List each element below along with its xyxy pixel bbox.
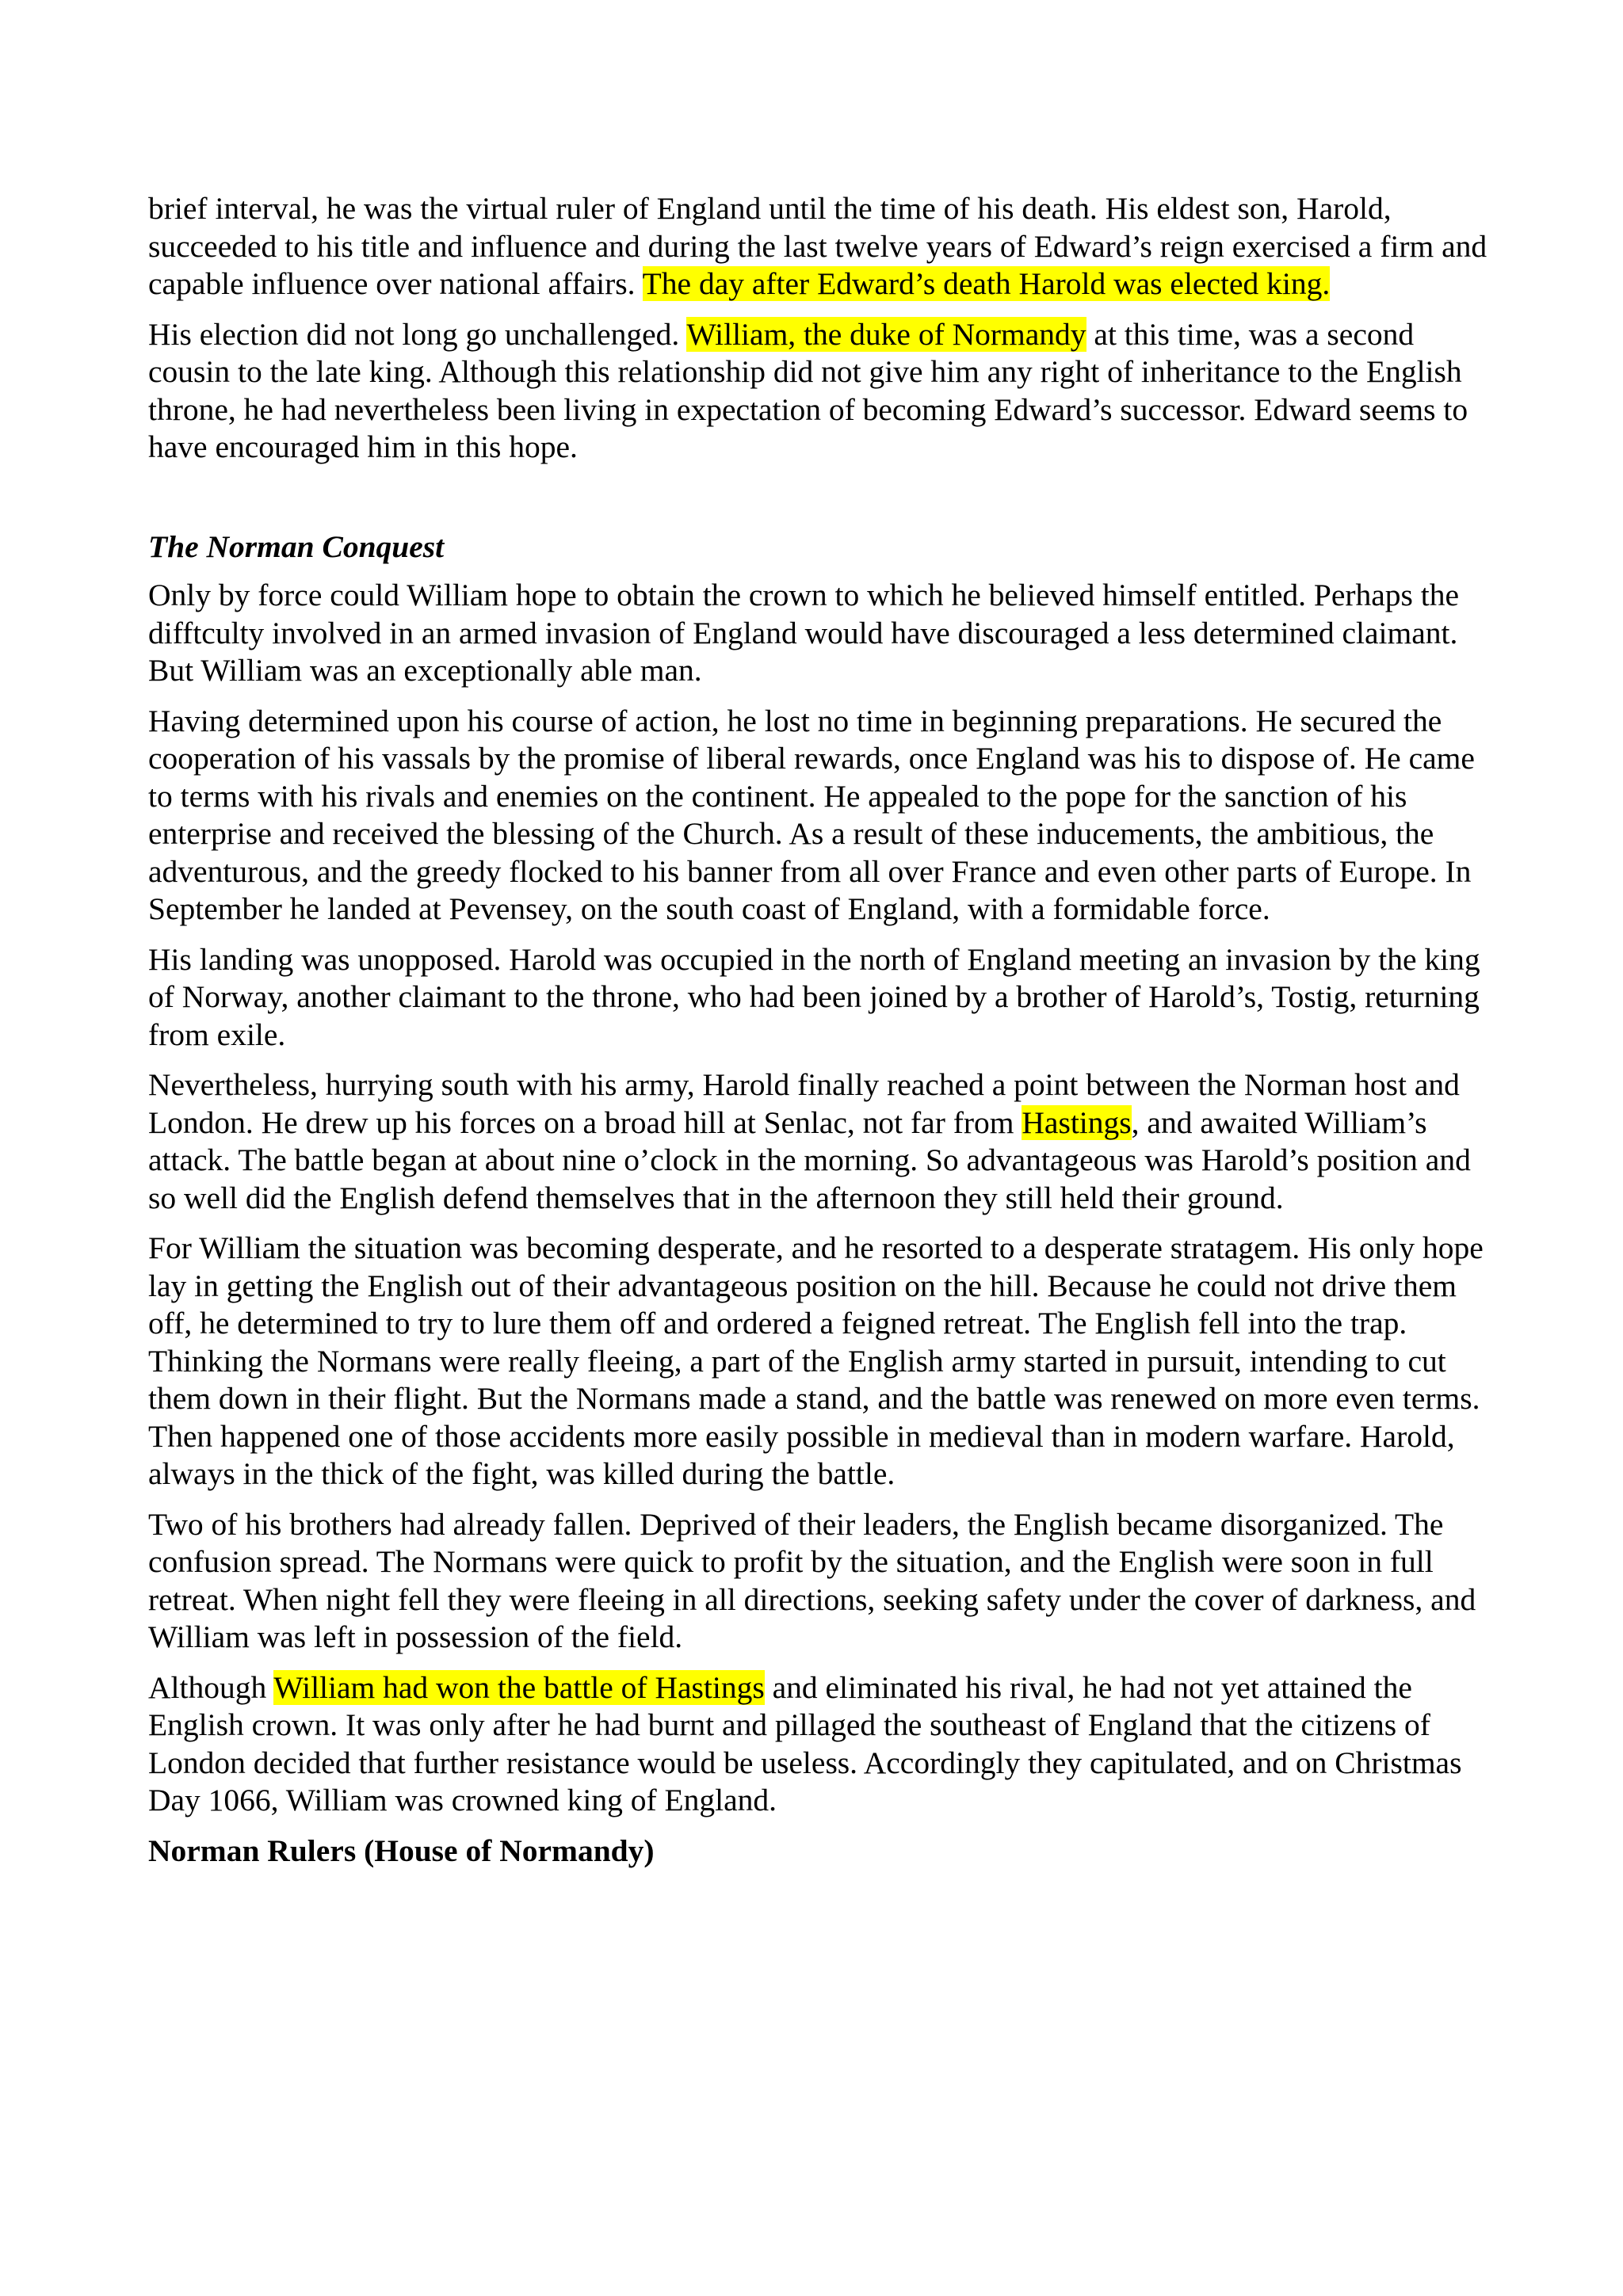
paragraph-election-challenged xyxy=(148,316,1495,467)
paragraph-landing: His landing was unopposed. Harold was occupied in the north of England meeting an invasion by the king of Norway, another claimant to the throne, who had been joined by a brother of Harold’s, Tostig, returning from exile. xyxy=(148,941,1480,1052)
paragraph-text: Although xyxy=(148,1669,274,1705)
document-body xyxy=(148,190,1495,1870)
paragraph-force: Only by force could William hope to obtain the crown to which he believed himself entitled. Perhaps the difftculty involved in an armed invasion of England would have discouraged a less determined claimant. But William was an exceptionally able man. xyxy=(148,578,1460,688)
highlighted-text: The day after Edward’s death Harold was elected king. xyxy=(642,266,1331,301)
paragraph-text: His election did not long go unchallenged. xyxy=(148,316,687,352)
highlighted-text: William had won the battle of Hastings xyxy=(273,1669,765,1705)
paragraph-senlac xyxy=(148,1066,1495,1217)
section-heading-norman-conquest: The Norman Conquest xyxy=(148,528,445,564)
highlighted-text: William, the duke of Normandy xyxy=(686,316,1086,352)
highlighted-text: Hastings xyxy=(1022,1104,1132,1140)
paragraph-text: brief interval, he was the virtual ruler of England until the time of his death. His eldest son, Harold, succeeded to his title and influence and during the last twelve years of Edward’s reign exercised a firm and capable influence over national affairs. xyxy=(148,191,1487,301)
paragraph-text: , and awaited William’s attack. The battle began at about nine o’clock in the morning. So advantageous was Harold’s position and so well did the English defend themselves that in the afternoon they still held their ground. xyxy=(148,1104,1471,1215)
section-heading-norman-rulers: Norman Rulers (House of Normandy) xyxy=(148,1833,655,1868)
paragraph-harold-succession xyxy=(148,190,1495,303)
paragraph-retreat: Two of his brothers had already fallen. Deprived of their leaders, the English became disorganized. The confusion spread. The Normans were quick to profit by the situation, and the English were soon in full retreat. When night fell they were fleeing in all directions, seeking safety under the cover of darkness, and William was left in possession of the field. xyxy=(148,1506,1476,1654)
paragraph-stratagem: For William the situation was becoming desperate, and he resorted to a desperate stratagem. His only hope lay in getting the English out of their advantageous position on the hill. Because he could not drive them off, he determined to try to lure them off and ordered a feigned retreat. The English fell into the trap. Thinking the Normans were really fleeing, a part of the English army started in pursuit, intending to cut them down in their flight. But the Normans made a stand, and the battle was renewed on more even terms. Then happened one of those accidents more easily possible in medieval than in modern warfare. Harold, always in the thick of the fight, was killed during the battle. xyxy=(148,1230,1484,1491)
paragraph-preparations: Having determined upon his course of action, he lost no time in beginning preparations. He secured the cooperation of his vassals by the promise of liberal rewards, once England was his to dispose of. He came to terms with his rivals and enemies on the continent. He appealed to the pope for the sanction of his enterprise and received the blessing of the Church. As a result of these inducements, the ambitious, the adventurous, and the greedy flocked to his banner from all over France and even other parts of Europe. In September he landed at Pevensey, on the south coast of England, with a formidable force. xyxy=(148,703,1475,926)
paragraph-text: at this time, was a second cousin to the late king. Although this relationship did not give him any right of inheritance to the English throne, he had nevertheless been living in expectation of becoming Edward’s successor. Edward seems to have encouraged him in this hope. xyxy=(148,316,1468,464)
paragraph-crowned xyxy=(148,1669,1495,1820)
paragraph-text: Nevertheless, hurrying south with his army, Harold finally reached a point between the Norman host and London. He drew up his forces on a broad hill at Senlac, not far from xyxy=(148,1067,1460,1140)
paragraph-text: and eliminated his rival, he had not yet attained the English crown. It was only after he had burnt and pillaged the southeast of England that the citizens of London decided that further resistance would be useless. Accordingly they capitulated, and on Christmas Day 1066, William was crowned king of England. xyxy=(148,1669,1462,1817)
